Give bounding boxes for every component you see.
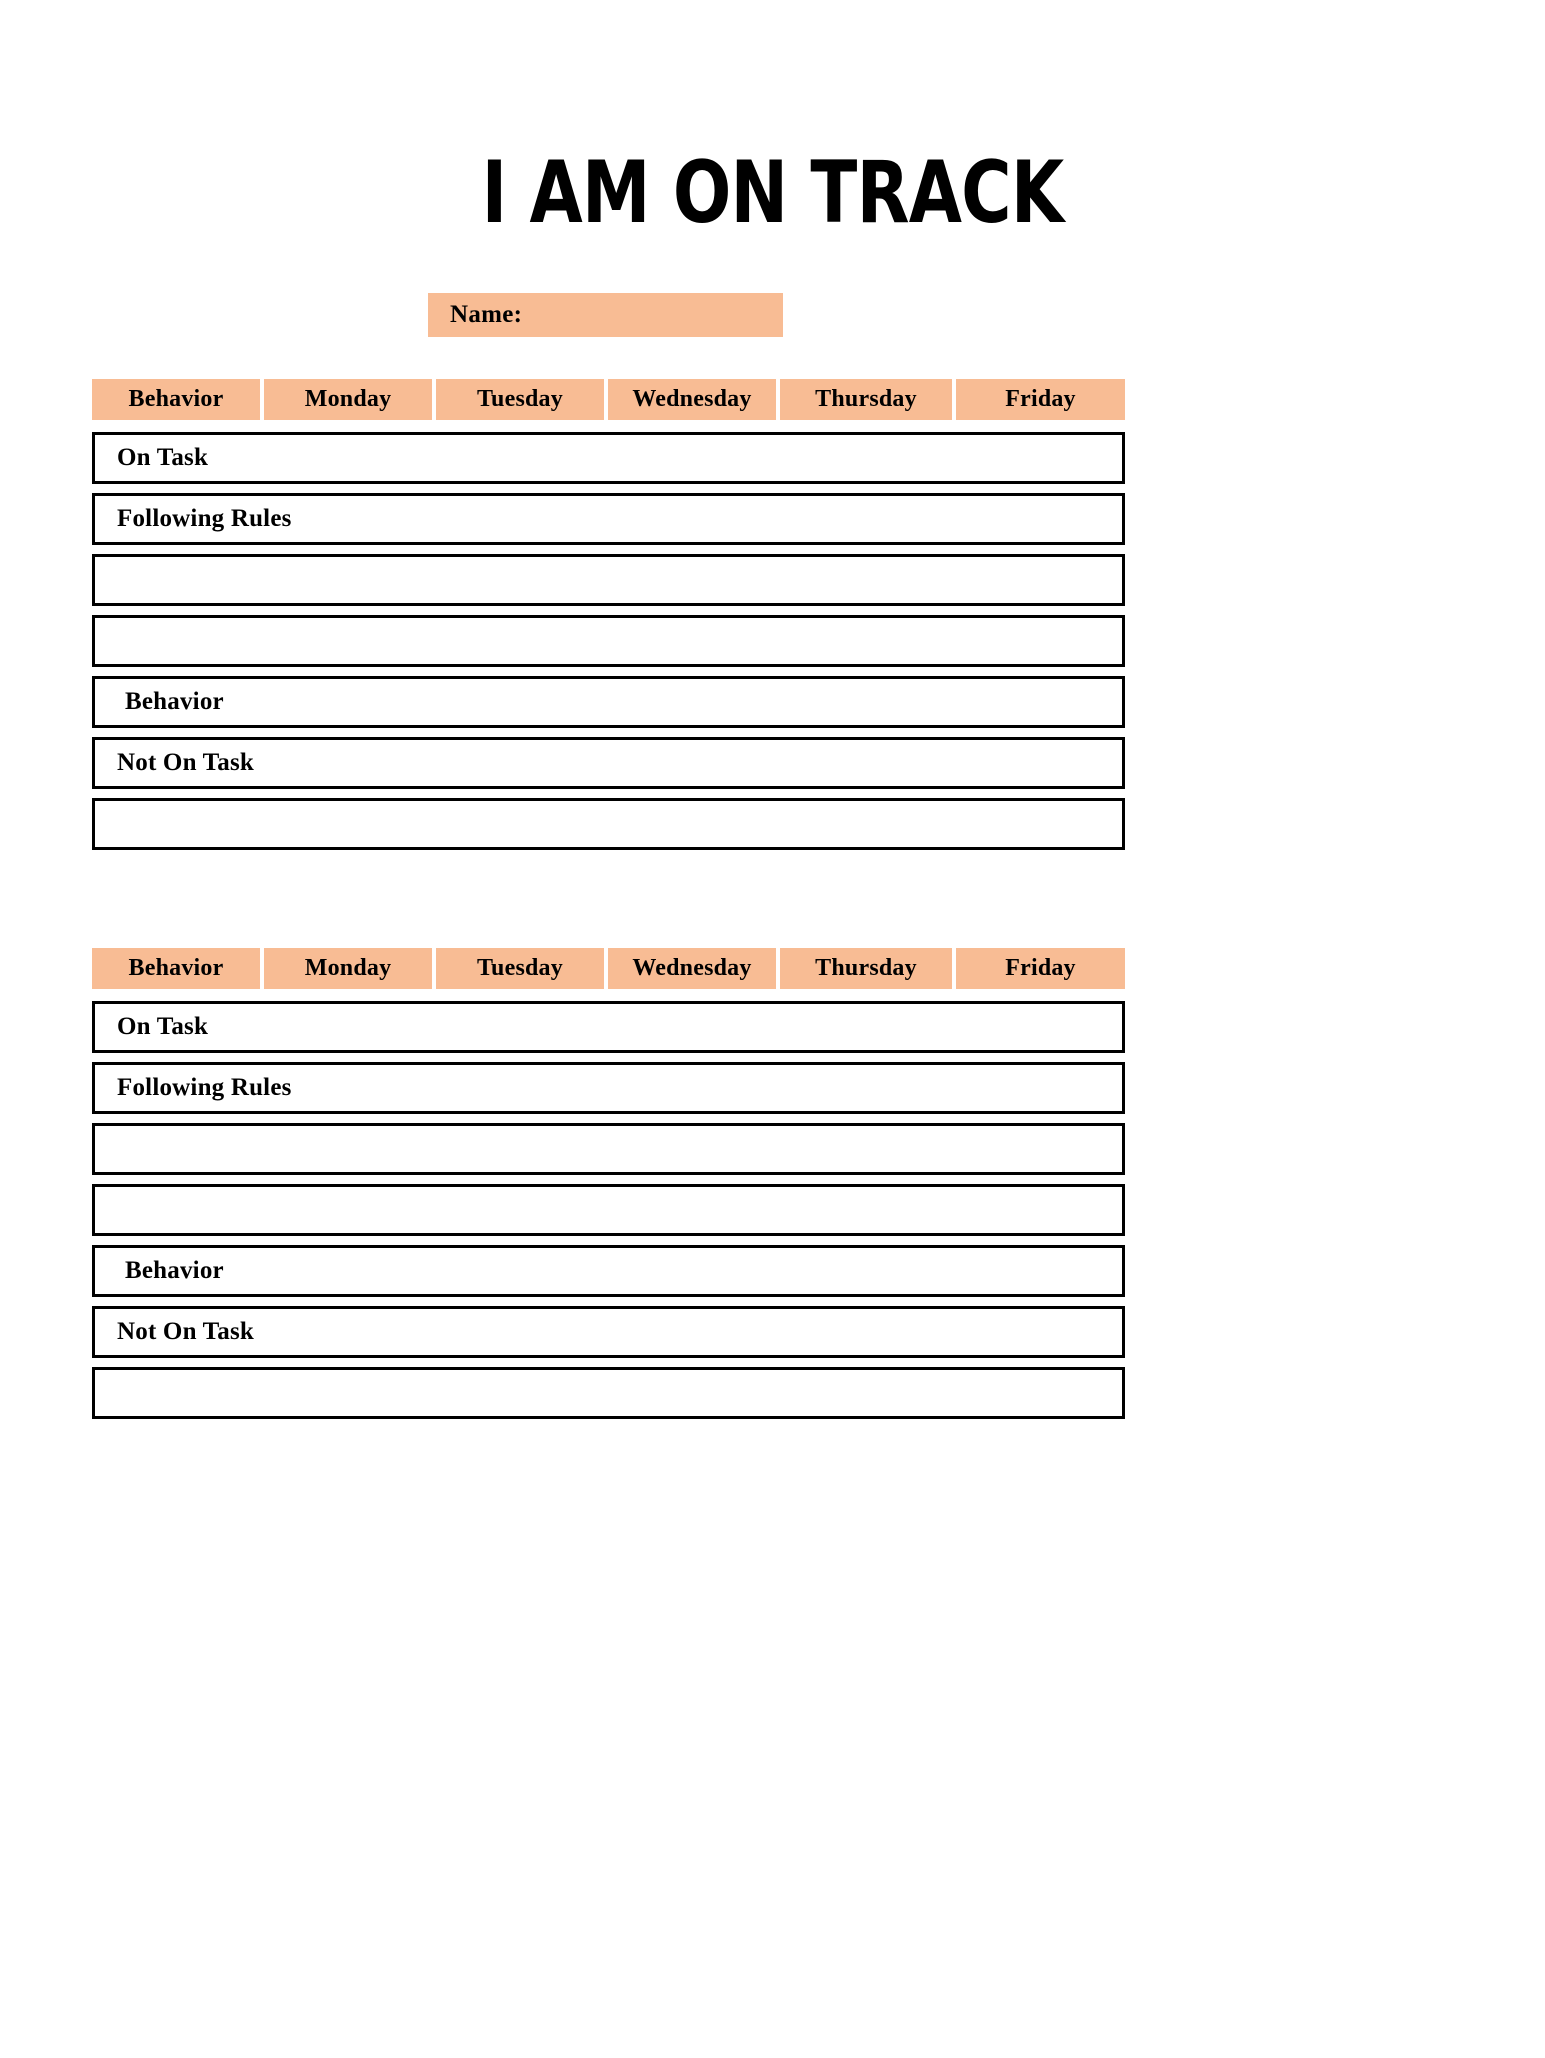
tracker-table-2 — [92, 948, 1125, 1419]
row-label: Not On Task — [117, 749, 254, 777]
row-label: Following Rules — [117, 505, 292, 533]
table-row[interactable] — [92, 798, 1125, 850]
name-field-row — [0, 293, 1545, 337]
table-1-header-friday: Friday — [956, 379, 1125, 420]
table-row[interactable] — [92, 615, 1125, 667]
worksheet-page — [0, 58, 1545, 2058]
table-row[interactable] — [92, 1245, 1125, 1297]
table-row[interactable] — [92, 493, 1125, 545]
table-row[interactable] — [92, 676, 1125, 728]
name-input-box[interactable] — [428, 293, 783, 337]
table-2-header-friday: Friday — [956, 948, 1125, 989]
row-label: Following Rules — [117, 1074, 292, 1102]
row-label: On Task — [117, 444, 209, 472]
table-2-header-thursday: Thursday — [780, 948, 952, 989]
table-1-header-tuesday: Tuesday — [436, 379, 604, 420]
table-row[interactable] — [92, 432, 1125, 484]
row-label: On Task — [117, 1013, 209, 1041]
table-row[interactable] — [92, 554, 1125, 606]
row-label: Behavior — [125, 1257, 224, 1285]
table-2-header-tuesday: Tuesday — [436, 948, 604, 989]
table-row[interactable] — [92, 1306, 1125, 1358]
table-1-header-row — [92, 379, 1125, 420]
row-label: Behavior — [125, 688, 224, 716]
table-2-body — [92, 1001, 1125, 1419]
table-2-header-wednesday: Wednesday — [608, 948, 776, 989]
table-2-header-row — [92, 948, 1125, 989]
row-label: Not On Task — [117, 1318, 254, 1346]
table-row[interactable] — [92, 1062, 1125, 1114]
tracker-table-1 — [92, 379, 1125, 850]
table-row[interactable] — [92, 737, 1125, 789]
table-1-body — [92, 432, 1125, 850]
table-1-header-behavior: Behavior — [92, 379, 260, 420]
table-1-header-wednesday: Wednesday — [608, 379, 776, 420]
table-row[interactable] — [92, 1184, 1125, 1236]
table-row[interactable] — [92, 1001, 1125, 1053]
table-row[interactable] — [92, 1123, 1125, 1175]
table-1-header-thursday: Thursday — [780, 379, 952, 420]
table-2-header-monday: Monday — [264, 948, 432, 989]
table-1-header-monday: Monday — [264, 379, 432, 420]
table-2-header-behavior: Behavior — [92, 948, 260, 989]
table-row[interactable] — [92, 1367, 1125, 1419]
name-field-label: Name: — [450, 301, 523, 329]
page-title: I AM ON TRACK — [481, 142, 1064, 243]
